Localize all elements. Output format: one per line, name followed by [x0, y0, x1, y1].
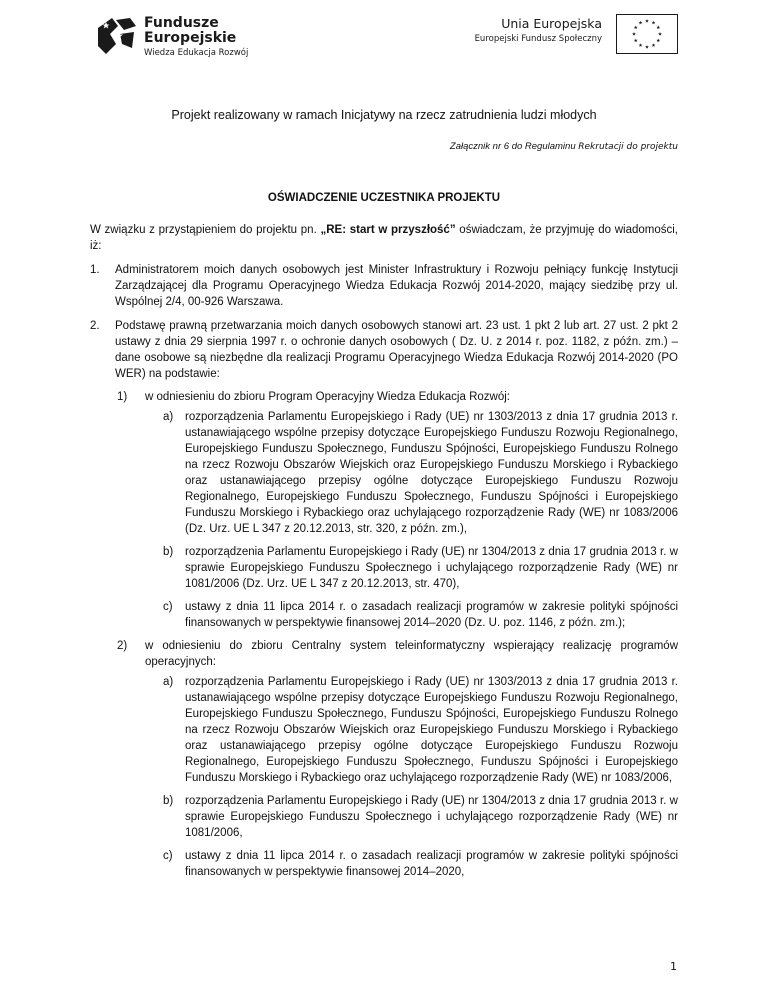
intro-after: oświadczam, że przyjmuję do wiadomości, iż:	[90, 224, 679, 252]
sub-item-number: 2)	[117, 640, 128, 652]
fundusze-europejskie-logo	[96, 14, 296, 62]
letter-item	[163, 848, 678, 880]
letter-item-label: b)	[163, 795, 174, 807]
sub-list-item	[117, 389, 678, 631]
list-item-number: 1.	[90, 264, 100, 276]
page-number: 1	[670, 960, 677, 973]
document-title: OŚWIADCZENIE UCZESTNIKA PROJEKTU	[267, 192, 501, 204]
letter-item-text: ustawy z dnia 11 lipca 2014 r. o zasadach realizacji programów w zakresie polityki spójności finansowanych w perspektywie finansowej 2014–2020 (Dz. U. poz. 1146, z późn. zm.);	[185, 601, 678, 629]
list-item-text: Podstawę prawną przetwarzania moich danych osobowych stanowi art. 23 ust. 1 pkt 2 lub art. 27 ust. 2 pkt 2 ustawy z dnia 29 sierpnia 1997 r. o ochronie danych osobowych ( Dz. U. z 2014 r. poz. 1182, z późn. zm.) – dane osobowe są niezbędne dla realizacji Programu Operacyjnego Wiedza Edukacja Rozwój 2014-2020 (PO WER) na podstawie:	[115, 320, 678, 380]
eu-flag-icon	[616, 14, 678, 54]
letter-item-text: ustawy z dnia 11 lipca 2014 r. o zasadach realizacji programów w zakresie polityki spójności finansowanych w perspektywie finansowej 2014–2020,	[185, 850, 678, 878]
letter-item	[163, 544, 678, 592]
letter-item-label: a)	[163, 676, 174, 688]
annex-note	[450, 141, 678, 152]
eu-logo-line2: Europejski Fundusz Społeczny	[474, 34, 602, 44]
annex-text-b: Rekrutacji do projektu	[578, 142, 678, 152]
sub-list-item	[117, 638, 678, 880]
letter-item-text: rozporządzenia Parlamentu Europejskiego i Rady (UE) nr 1303/2013 z dnia 17 grudnia 2013 r. ustanawiającego wspólne przepisy dotyczące Europejskiego Funduszu Rozwoju Regionalnego, Europejskiego Funduszu Społecznego, Funduszu Spójności, Europejskiego Funduszu Rolnego na rzecz Rozwoju Obszarów Wiejskich oraz Europejskiego Funduszu Morskiego i Rybackiego oraz ustanawiającego przepisy ogólne dotyczące Europejskiego Funduszu Rozwoju Regionalnego, Europejskiego Funduszu Społecznego, Funduszu Spójności i Europejskiego Funduszu Morskiego i Rybackiego oraz uchylającego rozporządzenie Rady (WE) nr 1083/2006,	[185, 676, 678, 784]
letter-item	[163, 674, 678, 786]
letter-item-label: a)	[163, 411, 174, 423]
project-line: Projekt realizowany w ramach Inicjatywy na rzecz zatrudnienia ludzi młodych	[171, 108, 597, 122]
sub-item-number: 1)	[117, 391, 128, 403]
sub-item-text: w odniesieniu do zbioru Program Operacyjny Wiedza Edukacja Rozwój:	[145, 391, 510, 403]
intro-before: W związku z przystąpieniem do projektu pn.	[90, 224, 321, 236]
letter-item-label: c)	[163, 601, 173, 613]
letter-item-label: b)	[163, 546, 174, 558]
annex-text: Załącznik nr 6 do Regulaminu	[449, 141, 579, 152]
project-name: „RE: start w przyszłość”	[320, 224, 456, 236]
intro-paragraph	[90, 222, 678, 254]
list-item-text: Administratorem moich danych osobowych jest Minister Infrastruktury i Rozwoju pełniący funkcję Instytucji Zarządzającej dla Programu Operacyjnego Wiedza Edukacja Rozwój 2014-2020, mający siedzibę przy ul. Wspólnej 2/4, 00-926 Warszawa.	[115, 264, 678, 308]
unia-europejska-logo	[474, 14, 678, 54]
eu-logo-line1: Unia Europejska	[501, 16, 602, 31]
list-item-number: 2.	[90, 320, 100, 332]
list-item	[90, 262, 678, 310]
fe-logo-line1: Fundusze	[144, 15, 219, 31]
letter-item	[163, 793, 678, 841]
fe-star-logo-icon	[96, 14, 138, 56]
fe-logo-line2: Europejskie	[144, 30, 237, 46]
letter-item-text: rozporządzenia Parlamentu Europejskiego i Rady (UE) nr 1304/2013 z dnia 17 grudnia 2013 r. w sprawie Europejskiego Funduszu Społecznego i uchylającego rozporządzenie Rady (WE) nr 1081/2006 (Dz. Urz. UE L 347 z 20.12.2013, str. 470),	[185, 546, 678, 590]
letter-item-text: rozporządzenia Parlamentu Europejskiego i Rady (UE) nr 1304/2013 z dnia 17 grudnia 2013 r. w sprawie Europejskiego Funduszu Społecznego i uchylającego rozporządzenie Rady (WE) nr 1081/2006,	[185, 795, 678, 839]
sub-item-text: w odniesieniu do zbioru Centralny system teleinformatyczny wspierający realizację programów operacyjnych:	[145, 640, 678, 668]
document-body	[90, 222, 678, 888]
list-item	[90, 318, 678, 880]
letter-item	[163, 599, 678, 631]
letter-item-text: rozporządzenia Parlamentu Europejskiego i Rady (UE) nr 1303/2013 z dnia 17 grudnia 2013 r. ustanawiającego wspólne przepisy dotyczące Europejskiego Funduszu Rozwoju Regionalnego, Europejskiego Funduszu Społecznego, Funduszu Spójności, Europejskiego Funduszu Rolnego na rzecz Rozwoju Obszarów Wiejskich oraz Europejskiego Funduszu Morskiego i Rybackiego oraz ustanawiającego przepisy ogólne dotyczące Europejskiego Funduszu Rozwoju Regionalnego, Europejskiego Funduszu Społecznego, Funduszu Spójności i Europejskiego Funduszu Morskiego i Rybackiego oraz uchylającego rozporządzenie Rady (WE) nr 1083/2006 (Dz. Urz. UE L 347 z 20.12.2013, str. 320, z późn. zm.),	[185, 411, 678, 535]
letter-item	[163, 409, 678, 537]
fe-logo-line3: Wiedza Edukacja Rozwój	[144, 48, 249, 58]
letter-item-label: c)	[163, 850, 173, 862]
